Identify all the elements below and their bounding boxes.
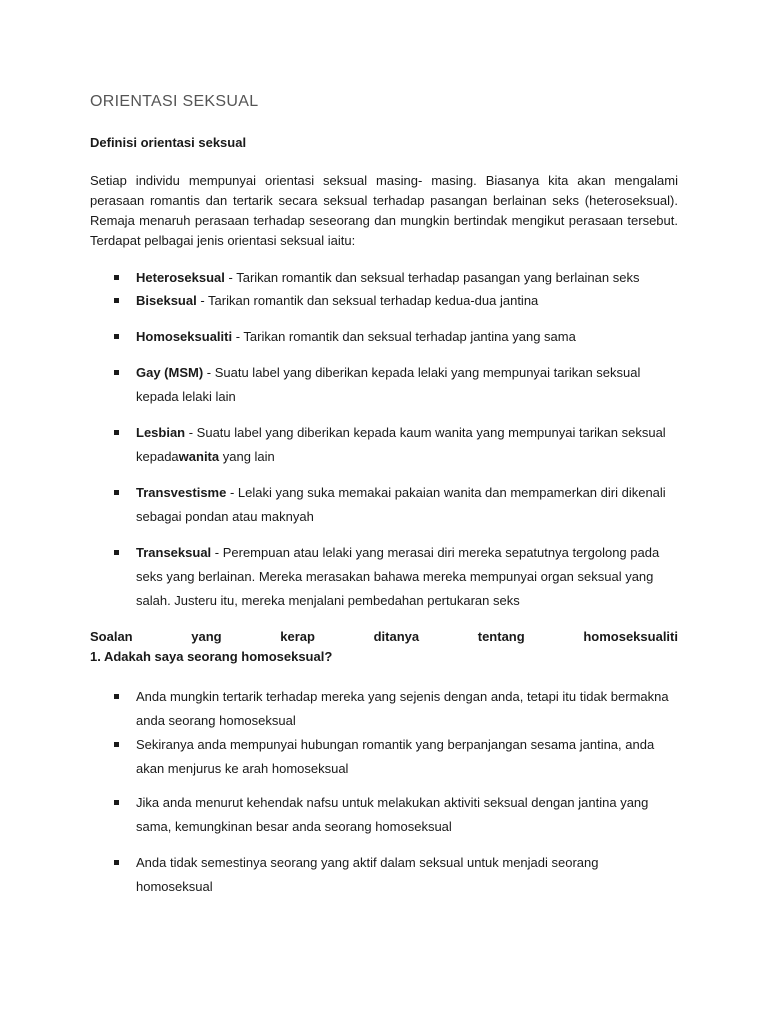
square-bullet-icon [114, 800, 119, 805]
faq-heading [90, 627, 678, 667]
term-emphasis: wanita [178, 449, 220, 464]
term-description: - Tarikan romantik dan seksual terhadap jantina yang sama [232, 329, 576, 344]
term: Transvestisme [136, 485, 227, 500]
faq-title-word: tentang [477, 629, 525, 644]
term: Homoseksualiti [136, 329, 233, 344]
faq-question-1: 1. Adakah saya seorang homoseksual? [90, 649, 333, 664]
term-description: - Tarikan romantik dan seksual terhadap pasangan yang berlainan seks [224, 270, 640, 285]
list-item-text [136, 481, 678, 529]
term: Transeksual [136, 545, 212, 560]
square-bullet-icon [114, 490, 119, 495]
term-description: - Suatu label yang diberikan kepada lelaki yang mempunyai tarikan seksual kepada lelaki lain [136, 365, 641, 404]
list-item-text: Anda mungkin tertarik terhadap mereka yang sejenis dengan anda, tetapi itu tidak bermakna anda seorang homoseksual [136, 689, 669, 728]
intro-paragraph [90, 171, 678, 251]
term-description: yang lain [219, 449, 275, 464]
list-item-text [136, 289, 678, 313]
term-description: - Tarikan romantik dan seksual terhadap kedua-dua jantina [196, 293, 539, 308]
square-bullet-icon [114, 550, 119, 555]
faq-title-word: homoseksualiti [583, 629, 678, 644]
square-bullet-icon [114, 298, 119, 303]
intro-line: perasaan romantis dan tertarik secara seksual terhadap pasangan berlainan seks (heteroseksual). [90, 193, 678, 208]
faq-title [90, 627, 678, 647]
square-bullet-icon [114, 334, 119, 339]
list-item-text [136, 421, 678, 469]
section-heading-definition: Definisi orientasi seksual [90, 135, 247, 150]
term: Heteroseksual [136, 270, 225, 285]
square-bullet-icon [114, 694, 119, 699]
list-item-text [136, 541, 678, 613]
term: Gay (MSM) [136, 365, 204, 380]
list-item-text: Anda tidak semestinya seorang yang aktif dalam seksual untuk menjadi seorang homoseksual [136, 855, 599, 894]
intro-line: tersebut. Terdapat pelbagai jenis orientasi seksual iaitu: [90, 213, 678, 248]
faq-title-word: kerap [280, 629, 315, 644]
term: Biseksual [136, 293, 197, 308]
faq-title-word: ditanya [373, 629, 420, 644]
term-description: - Perempuan atau lelaki yang merasai diri mereka sepatutnya tergolong pada seks yang berlainan. Mereka merasakan bahawa mereka mempunyai organ seksual yang salah. Justeru itu, mereka menjalani pembedahan pertukaran seks [136, 545, 660, 608]
square-bullet-icon [114, 742, 119, 747]
term-description: - Suatu label yang diberikan kepada kaum wanita yang mempunyai tarikan seksual kepada [136, 425, 666, 464]
intro-line: Remaja menaruh perasaan terhadap seseorang dan mungkin bertindak mengikut perasaan [90, 213, 624, 228]
document-title: ORIENTASI SEKSUAL [90, 93, 259, 110]
square-bullet-icon [114, 275, 119, 280]
list-item-text: Sekiranya anda mempunyai hubungan romantik yang berpanjangan sesama jantina, anda akan menjurus ke arah homoseksual [136, 737, 655, 776]
square-bullet-icon [114, 430, 119, 435]
term: Lesbian [136, 425, 186, 440]
square-bullet-icon [114, 860, 119, 865]
list-item-text [136, 325, 678, 349]
list-item-text [136, 266, 678, 290]
square-bullet-icon [114, 370, 119, 375]
faq-title-word: yang [191, 629, 222, 644]
list-item-text [136, 361, 678, 409]
list-item-text: Jika anda menurut kehendak nafsu untuk melakukan aktiviti seksual dengan jantina yang sama, kemungkinan besar anda seorang homoseksual [136, 795, 649, 834]
faq-title-word: Soalan [90, 629, 133, 644]
intro-line: Setiap individu mempunyai orientasi seksual masing- masing. Biasanya kita akan mengalami [90, 173, 678, 188]
term-description: - Lelaki yang suka memakai pakaian wanita dan mempamerkan diri dikenali sebagai pondan atau maknyah [136, 485, 666, 524]
